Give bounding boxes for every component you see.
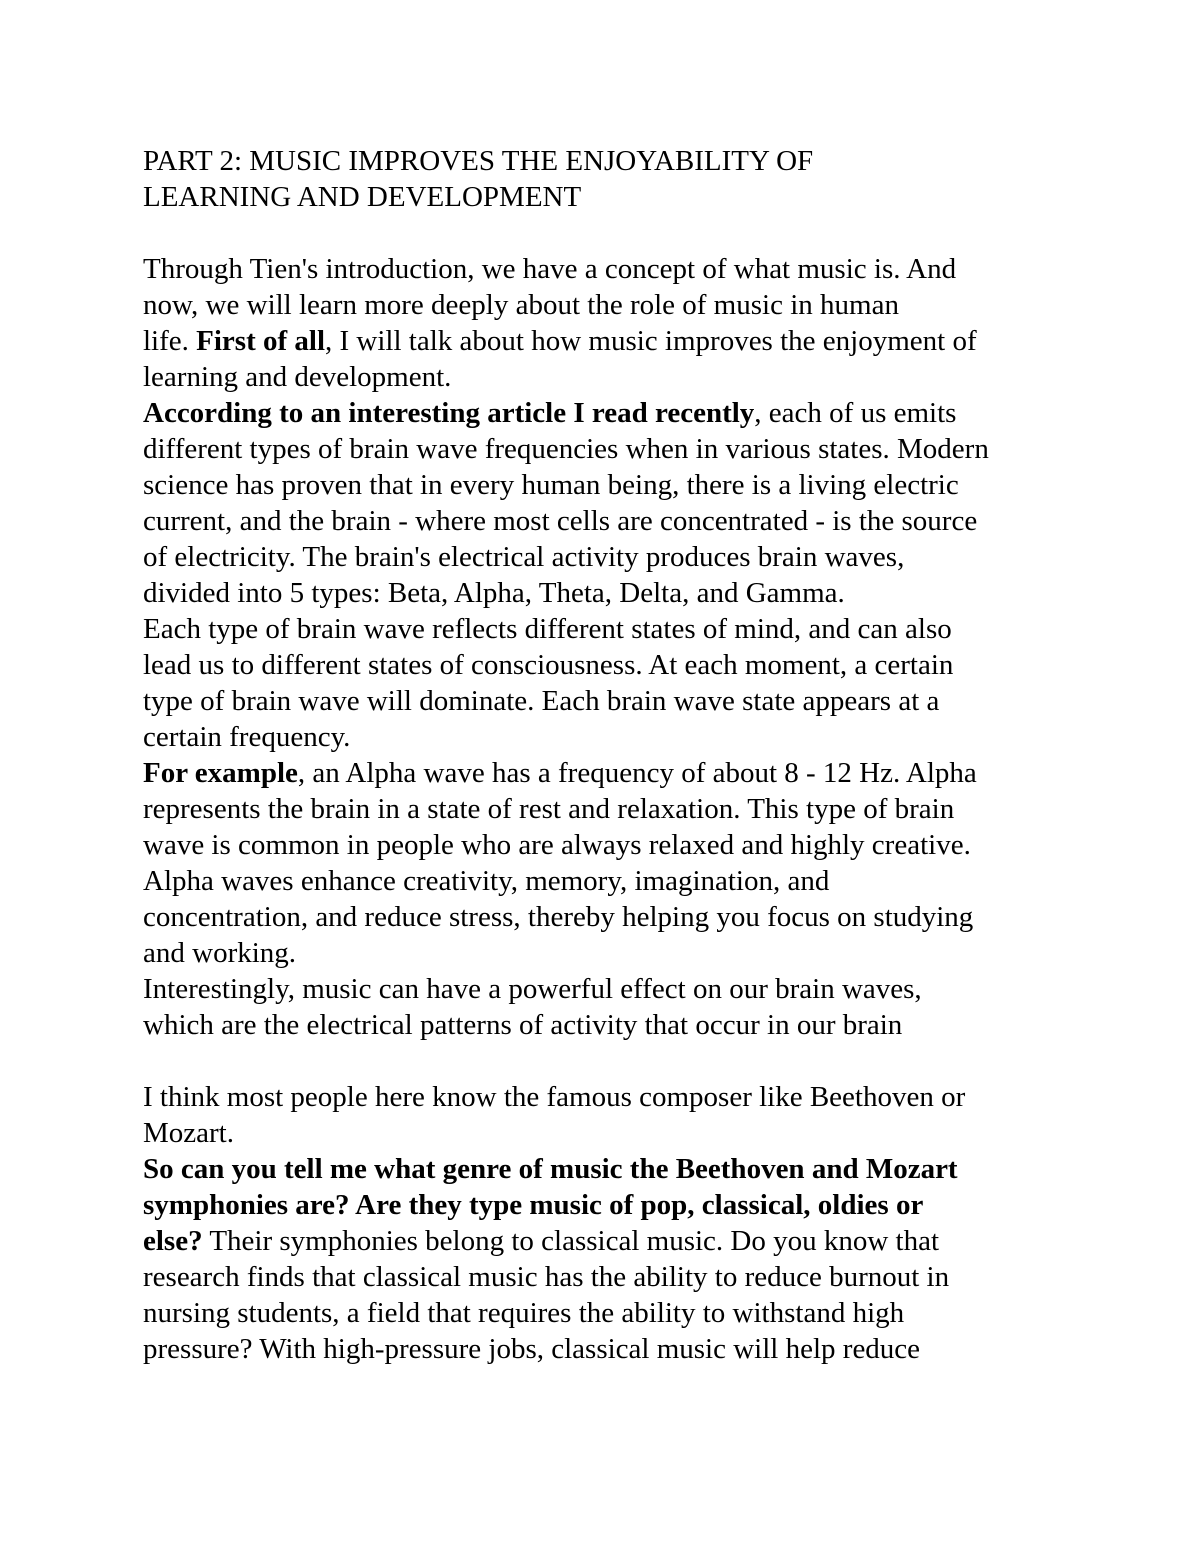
bold-phrase: First of all <box>196 325 326 357</box>
text-line: certain frequency. <box>143 721 351 753</box>
paragraph-spacer <box>143 215 1073 251</box>
bold-phrase: else? <box>143 1225 203 1257</box>
text-line: learning and development. <box>143 361 452 393</box>
text-line: pressure? With high-pressure jobs, classical music will help reduce <box>143 1333 921 1365</box>
text-line: I think most people here know the famous composer like Beethoven or <box>143 1081 966 1113</box>
bold-phrase: So can you tell me what genre of music the Beethoven and Mozart <box>143 1153 958 1185</box>
text-line: research finds that classical music has the ability to reduce burnout in <box>143 1261 950 1293</box>
text-line: type of brain wave will dominate. Each brain wave state appears at a <box>143 685 940 717</box>
text-line: Mozart. <box>143 1117 234 1149</box>
text-line: wave is common in people who are always relaxed and highly creative. <box>143 829 971 861</box>
text-line: which are the electrical patterns of activity that occur in our brain <box>143 1009 903 1041</box>
paragraph-composers <box>143 1079 1073 1151</box>
text-line: current, and the brain - where most cells are concentrated - is the source <box>143 505 978 537</box>
text-line <box>143 1187 1073 1223</box>
text-run: Their symphonies belong to classical music. Do you know that <box>202 1225 940 1257</box>
text-line: and working. <box>143 937 297 969</box>
text-line: represents the brain in a state of rest and relaxation. This type of brain <box>143 793 955 825</box>
paragraph-spacer <box>143 1043 1073 1079</box>
text-line: now, we will learn more deeply about the role of music in human <box>143 289 899 321</box>
bold-phrase: According to an interesting article I read recently <box>143 397 755 429</box>
paragraph-music-effect <box>143 971 1073 1043</box>
bold-phrase: For example <box>143 757 298 789</box>
paragraph-states-of-mind <box>143 611 1073 755</box>
text-line <box>143 755 1073 791</box>
heading-line: LEARNING AND DEVELOPMENT <box>143 181 582 213</box>
text-line <box>143 395 1073 431</box>
text-line: Interestingly, music can have a powerful effect on our brain waves, <box>143 973 922 1005</box>
paragraph-brain-waves <box>143 395 1073 611</box>
heading-line: PART 2: MUSIC IMPROVES THE ENJOYABILITY OF <box>143 145 814 177</box>
text-line <box>143 323 1073 359</box>
text-line: of electricity. The brain's electrical activity produces brain waves, <box>143 541 905 573</box>
text-line: different types of brain wave frequencies when in various states. Modern <box>143 433 989 465</box>
bold-phrase: symphonies are? Are they type music of pop, classical, oldies or <box>143 1189 924 1221</box>
text-line: Alpha waves enhance creativity, memory, imagination, and <box>143 865 830 897</box>
section-heading <box>143 143 1073 215</box>
text-run: , an Alpha wave has a frequency of about 8 - 12 Hz. Alpha <box>297 757 977 789</box>
text-line: divided into 5 types: Beta, Alpha, Theta, Delta, and Gamma. <box>143 577 845 609</box>
text-run: life. <box>143 325 197 357</box>
text-line: Each type of brain wave reflects different states of mind, and can also <box>143 613 952 645</box>
paragraph-alpha-wave <box>143 755 1073 971</box>
text-line <box>143 1223 1073 1259</box>
text-line: nursing students, a field that requires the ability to withstand high <box>143 1297 905 1329</box>
document-page <box>143 143 1073 1367</box>
text-line: science has proven that in every human being, there is a living electric <box>143 469 959 501</box>
text-run: , each of us emits <box>754 397 957 429</box>
text-line <box>143 1151 1073 1187</box>
text-run: , I will talk about how music improves the enjoyment of <box>325 325 977 357</box>
paragraph-introduction <box>143 251 1073 395</box>
text-line: concentration, and reduce stress, thereby helping you focus on studying <box>143 901 974 933</box>
text-line: lead us to different states of consciousness. At each moment, a certain <box>143 649 954 681</box>
text-line: Through Tien's introduction, we have a concept of what music is. And <box>143 253 957 285</box>
paragraph-classical-music <box>143 1151 1073 1367</box>
